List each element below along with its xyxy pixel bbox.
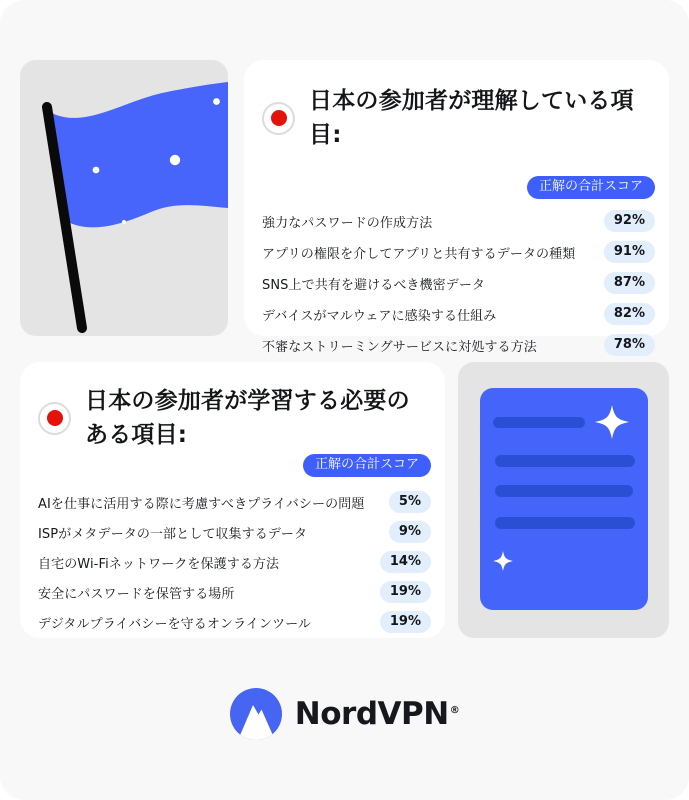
- blue-document-with-sparkles-icon: [458, 362, 669, 638]
- japan-flag-icon: [38, 402, 71, 435]
- score-badge: 正解の合計スコア: [527, 176, 655, 199]
- footer: [0, 688, 689, 740]
- japan-flag-dot: [271, 110, 287, 126]
- table-row: [38, 491, 431, 513]
- item-value-pill: 82%: [604, 303, 655, 325]
- item-value-pill: 19%: [380, 611, 431, 633]
- item-value-pill: 78%: [604, 334, 655, 356]
- item-label: 強力なパスワードの作成方法: [262, 215, 433, 231]
- flag-illustration-card: [20, 60, 228, 336]
- item-value-pill: 19%: [380, 581, 431, 603]
- item-value-pill: 91%: [604, 241, 655, 263]
- japan-flag-dot: [47, 410, 63, 426]
- document-illustration-card: [458, 362, 669, 638]
- item-label: アプリの権限を介してアプリと共有するデータの種類: [262, 246, 576, 262]
- table-row: [38, 581, 431, 603]
- item-label: 自宅のWi-Fiネットワークを保護する方法: [38, 556, 280, 572]
- table-row: [38, 611, 431, 633]
- understand-card: [244, 60, 669, 355]
- brand-name: NordVPN: [294, 696, 449, 732]
- item-value-pill: 14%: [380, 551, 431, 573]
- bottom-section: [20, 362, 669, 638]
- understand-items: [262, 210, 655, 356]
- learn-card-header: [38, 384, 431, 452]
- item-label: ISPがメタデータの一部として収集するデータ: [38, 526, 308, 542]
- item-label: 安全にパスワードを保管する場所: [38, 586, 235, 602]
- registered-mark: ®: [449, 704, 460, 716]
- top-section: [20, 60, 669, 355]
- learn-card-title: 日本の参加者が学習する必要のある項目:: [85, 388, 410, 448]
- item-value-pill: 92%: [604, 210, 655, 232]
- japan-flag-icon: [262, 102, 295, 135]
- table-row: [262, 334, 655, 356]
- learn-items: [38, 491, 431, 633]
- understand-card-header: [262, 84, 655, 152]
- table-row: [262, 303, 655, 325]
- item-value-pill: 9%: [389, 521, 431, 543]
- item-label: AIを仕事に活用する際に考慮すべきプライバシーの問題: [38, 496, 365, 512]
- learn-badge-row: [38, 454, 431, 477]
- table-row: [262, 241, 655, 263]
- table-row: [38, 521, 431, 543]
- nordvpn-mountain-icon: [230, 688, 282, 740]
- item-label: デジタルプライバシーを守るオンラインツール: [38, 616, 312, 632]
- item-label: SNS上で共有を避けるべき機密データ: [262, 277, 486, 293]
- item-label: デバイスがマルウェアに感染する仕組み: [262, 308, 497, 324]
- table-row: [262, 272, 655, 294]
- table-row: [262, 210, 655, 232]
- understand-badge-row: [262, 176, 655, 199]
- learn-card: [20, 362, 445, 638]
- item-value-pill: 87%: [604, 272, 655, 294]
- item-label: 不審なストリーミングサービスに対処する方法: [262, 339, 537, 355]
- understand-card-title: 日本の参加者が理解している項目:: [309, 88, 634, 148]
- waving-blue-flag-icon: [20, 60, 228, 336]
- brand-wordmark: [295, 696, 459, 732]
- table-row: [38, 551, 431, 573]
- item-value-pill: 5%: [389, 491, 431, 513]
- score-badge: 正解の合計スコア: [303, 454, 431, 477]
